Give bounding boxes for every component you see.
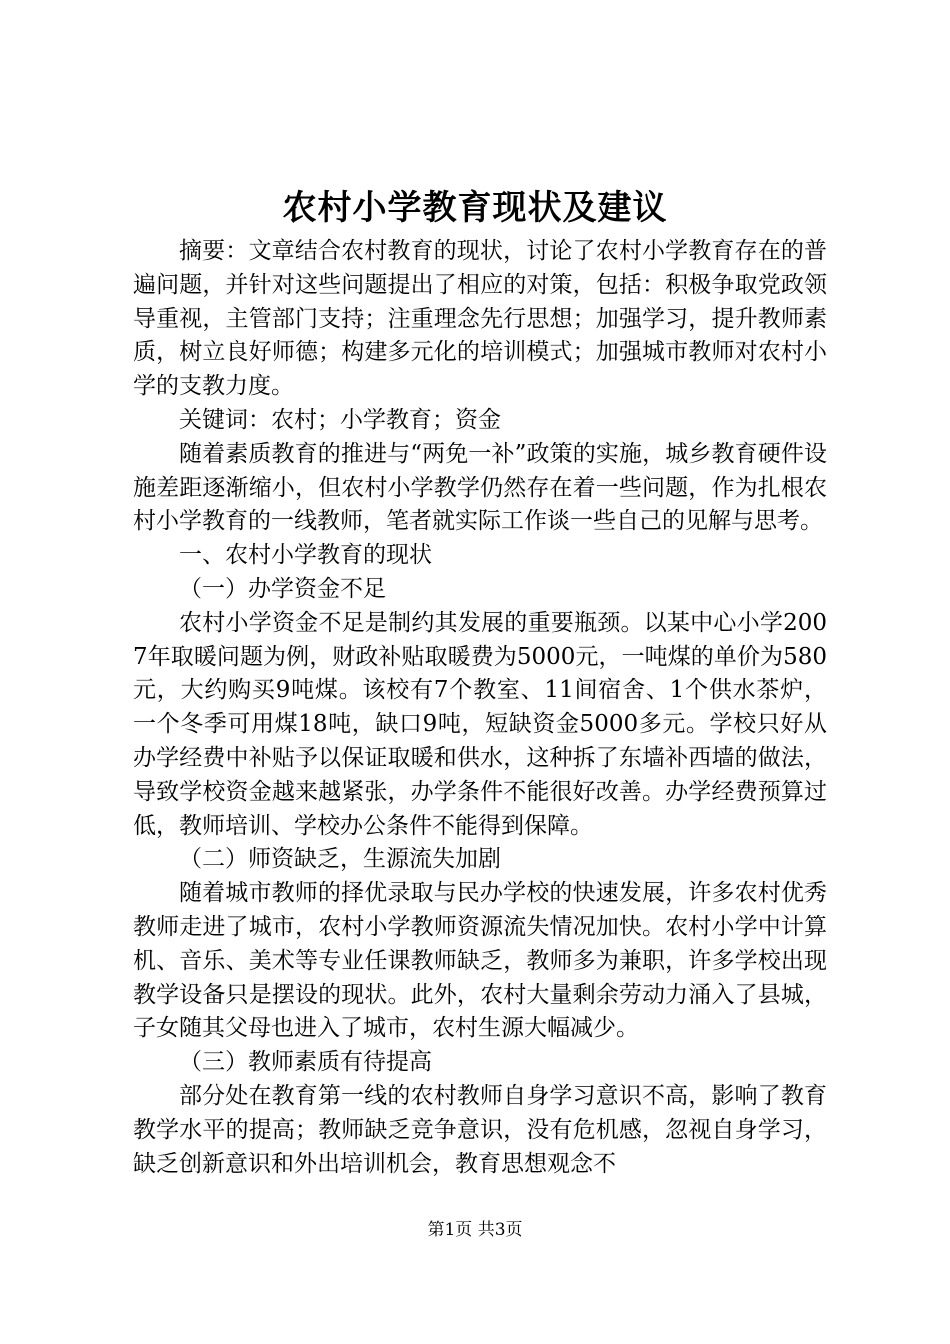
page-number-footer: 第1页 共3页: [427, 1220, 523, 1240]
document-body: [133, 235, 827, 1181]
subsection-heading-2: （二）师资缺乏，生源流失加剧: [179, 846, 501, 873]
abstract-paragraph: 摘要：文章结合农村教育的现状，讨论了农村小学教育存在的普遍问题，并针对这些问题提出了相应的对策，包括：积极争取党政领导重视，主管部门支持；注重理念先行思想；加强学习，提升教师素质，树立良好师德；构建多元化的培训模式；加强城市教师对农村小学的支教力度。: [133, 238, 827, 400]
document-title: 农村小学教育现状及建议: [282, 188, 668, 228]
subsection-heading-3: （三）教师素质有待提高: [179, 1049, 432, 1076]
subsection-3-paragraph: 部分处在教育第一线的农村教师自身学习意识不高，影响了教育教学水平的提高；教师缺乏竞争意识，没有危机感，忽视自身学习，缺乏创新意识和外出培训机会，教育思想观念不: [133, 1082, 827, 1177]
intro-paragraph: 随着素质教育的推进与“两免一补”政策的实施，城乡教育硬件设施差距逐渐缩小，但农村小学教学仍然存在着一些问题，作为扎根农村小学教育的一线教师，笔者就实际工作谈一些自己的见解与思考。: [133, 440, 827, 535]
subsection-2-paragraph: 随着城市教师的择优录取与民办学校的快速发展，许多农村优秀教师走进了城市，农村小学教师资源流失情况加快。农村小学中计算机、音乐、美术等专业任课教师缺乏，教师多为兼职，许多学校出现教学设备只是摆设的现状。此外，农村大量剩余劳动力涌入了县城，子女随其父母也进入了城市，农村生源大幅减少。: [133, 880, 827, 1042]
subsection-heading-1: （一）办学资金不足: [179, 575, 386, 602]
section-heading-1: 一、农村小学教育的现状: [179, 542, 432, 569]
keywords-paragraph: 关键词：农村；小学教育；资金: [179, 406, 501, 433]
subsection-1-paragraph: 农村小学资金不足是制约其发展的重要瓶颈。以某中心小学2007年取暖问题为例，财政补贴取暖费为5000元，一吨煤的单价为580元，大约购买9吨煤。该校有7个教室、11间宿舍、1个供水茶炉，一个冬季可用煤18吨，缺口9吨，短缺资金5000多元。学校只好从办学经费中补贴予以保证取暖和供水，这种拆了东墙补西墙的做法，导致学校资金越来越紧张，办学条件不能很好改善。办学经费预算过低，教师培训、学校办公条件不能得到保障。: [133, 609, 827, 839]
